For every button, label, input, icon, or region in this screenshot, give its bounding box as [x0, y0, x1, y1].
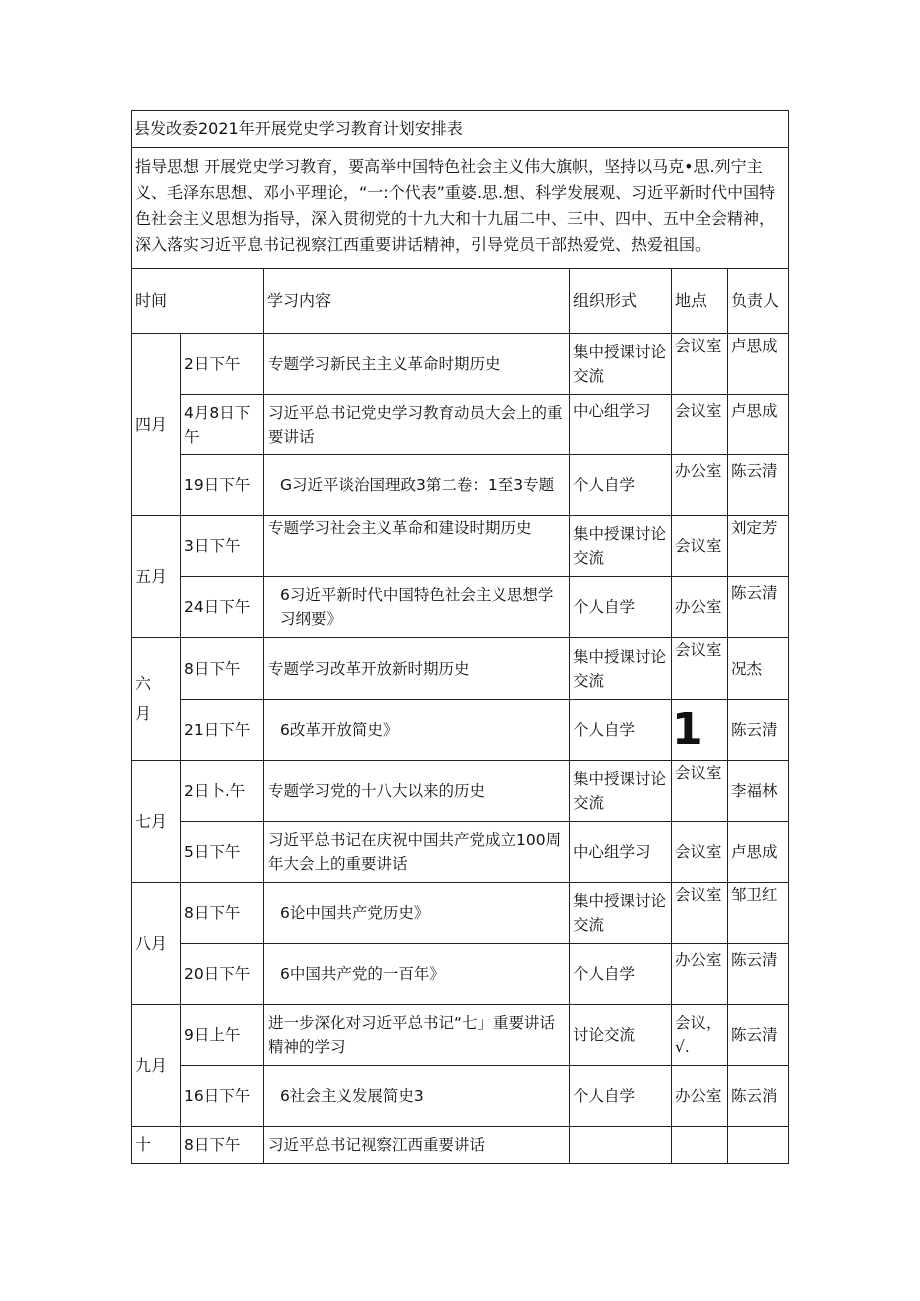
row-form: 集中授课讨论交流: [570, 883, 672, 944]
table-row: [132, 334, 789, 395]
guiding-thought: 指导思想 开展党史学习教育，要高举中国特色社会主义伟大旗帜，坚持以马克•思.列宁主义、毛泽东思想、邓小平理论，“一:个代表”重婆.思.想、科学发展观、习近平新时代中国特色社会主义思想为指导，深入贯彻党的十九大和十九届二中、三中、四中、五中全会精神，深入落实习近平息书记视察江西重要讲话精神，引导党员干部热爱党、热爱祖国。: [132, 148, 789, 269]
row-place: 会议室: [672, 638, 728, 700]
row-form: 个人自学: [570, 700, 672, 761]
row-form: [570, 1127, 672, 1164]
row-owner: 李福林: [728, 761, 789, 822]
row-owner: [728, 1127, 789, 1164]
row-owner: 陈云清: [728, 1005, 789, 1066]
row-content: 专题学习改革开放新时期历史: [264, 638, 570, 700]
row-date: 3日下午: [181, 516, 264, 577]
row-date: 24日下午: [181, 577, 264, 638]
row-content: 专题学习党的十八大以来的历史: [264, 761, 570, 822]
month-june: 六 月: [132, 638, 181, 761]
row-owner: 陈云清: [728, 577, 789, 638]
row-form: 集中授课讨论交流: [570, 334, 672, 395]
row-content: 6中国共产党的一百年》: [264, 944, 570, 1005]
row-form: 集中授课讨论交流: [570, 761, 672, 822]
row-content: 进一步深化对习近平总书记“七」重要讲话精神的学习: [264, 1005, 570, 1066]
row-content: G习近平谈治国理政3第二卷：1至3专题: [264, 455, 570, 516]
table-row: [132, 395, 789, 455]
row-date: 19日下午: [181, 455, 264, 516]
row-form: 讨论交流: [570, 1005, 672, 1066]
table-row: [132, 577, 789, 638]
row-date: 8日下午: [181, 1127, 264, 1164]
row-date: 9日上午: [181, 1005, 264, 1066]
row-content: 习近平总书记视察江西重要讲话: [264, 1127, 570, 1164]
month-august: 八月: [132, 883, 181, 1005]
table-row: [132, 700, 789, 761]
row-place: 会议室: [672, 395, 728, 455]
table-row: [132, 516, 789, 577]
table-row: [132, 883, 789, 944]
row-owner: 卢思成: [728, 822, 789, 883]
row-place: [672, 1127, 728, 1164]
row-form: 个人自学: [570, 455, 672, 516]
row-content: 习近平总书记在庆祝中国共产党成立100周年大会上的重要讲话: [264, 822, 570, 883]
row-owner: 陈云清: [728, 700, 789, 761]
row-form: 中心组学习: [570, 822, 672, 883]
row-place: 会议，√.: [672, 1005, 728, 1066]
row-owner: 陈云清: [728, 455, 789, 516]
table-row: [132, 1127, 789, 1164]
row-owner: 陈云消: [728, 1066, 789, 1127]
row-content: 6社会主义发展简史3: [264, 1066, 570, 1127]
month-july: 七月: [132, 761, 181, 883]
row-date: 8日下午: [181, 638, 264, 700]
row-form: 个人自学: [570, 944, 672, 1005]
row-place: 1: [672, 700, 728, 761]
month-april: 四月: [132, 334, 181, 516]
row-place: 办公室: [672, 1066, 728, 1127]
row-owner: 卢思成: [728, 395, 789, 455]
month-september: 九月: [132, 1005, 181, 1127]
row-form: 集中授课讨论交流: [570, 516, 672, 577]
row-place: 会议室: [672, 334, 728, 395]
row-content: 6论中国共产党历史》: [264, 883, 570, 944]
row-date: 5日下午: [181, 822, 264, 883]
header-form: 组织形式: [570, 269, 672, 334]
row-date: 2日卜.午: [181, 761, 264, 822]
row-place: 办公室: [672, 577, 728, 638]
table-row: [132, 638, 789, 700]
row-owner: 邹卫红: [728, 883, 789, 944]
table-row: [132, 944, 789, 1005]
row-content: 专题学习新民主主义革命时期历史: [264, 334, 570, 395]
table-row: [132, 1066, 789, 1127]
table-row: [132, 822, 789, 883]
table-row: [132, 1005, 789, 1066]
header-place: 地点: [672, 269, 728, 334]
row-owner: 卢思成: [728, 334, 789, 395]
row-content: 习近平总书记党史学习教育动员大会上的重要讲话: [264, 395, 570, 455]
row-date: 2日下午: [181, 334, 264, 395]
row-form: 个人自学: [570, 1066, 672, 1127]
header-owner: 负责人: [728, 269, 789, 334]
row-date: 16日下午: [181, 1066, 264, 1127]
row-date: 21日下午: [181, 700, 264, 761]
row-content: 专题学习社会主义革命和建设时期历史: [264, 516, 570, 577]
row-place: 会议室: [672, 822, 728, 883]
plan-sheet: [131, 110, 788, 1164]
table-row: [132, 761, 789, 822]
row-form: 个人自学: [570, 577, 672, 638]
row-owner: 陈云清: [728, 944, 789, 1005]
header-content: 学习内容: [264, 269, 570, 334]
row-place: 办公室: [672, 455, 728, 516]
row-form: 集中授课讨论交流: [570, 638, 672, 700]
schedule-table: [131, 110, 789, 1164]
row-place: 会议室: [672, 761, 728, 822]
row-place: 会议室: [672, 883, 728, 944]
row-date: 20日下午: [181, 944, 264, 1005]
row-place: 会议室: [672, 516, 728, 577]
row-date: 4月8日下午: [181, 395, 264, 455]
row-place: 办公室: [672, 944, 728, 1005]
row-owner: 刘定芳: [728, 516, 789, 577]
row-form: 中心组学习: [570, 395, 672, 455]
row-owner: 况杰: [728, 638, 789, 700]
row-content: 6改革开放简史》: [264, 700, 570, 761]
table-row: [132, 455, 789, 516]
month-october: 十: [132, 1127, 181, 1164]
header-time: 时间: [132, 269, 264, 334]
table-title: 县发改委2021年开展党史学习教育计划安排表: [132, 111, 789, 148]
row-date: 8日下午: [181, 883, 264, 944]
month-may: 五月: [132, 516, 181, 638]
row-content: 6习近平新时代中国特色社会主义思想学习纲要》: [264, 577, 570, 638]
